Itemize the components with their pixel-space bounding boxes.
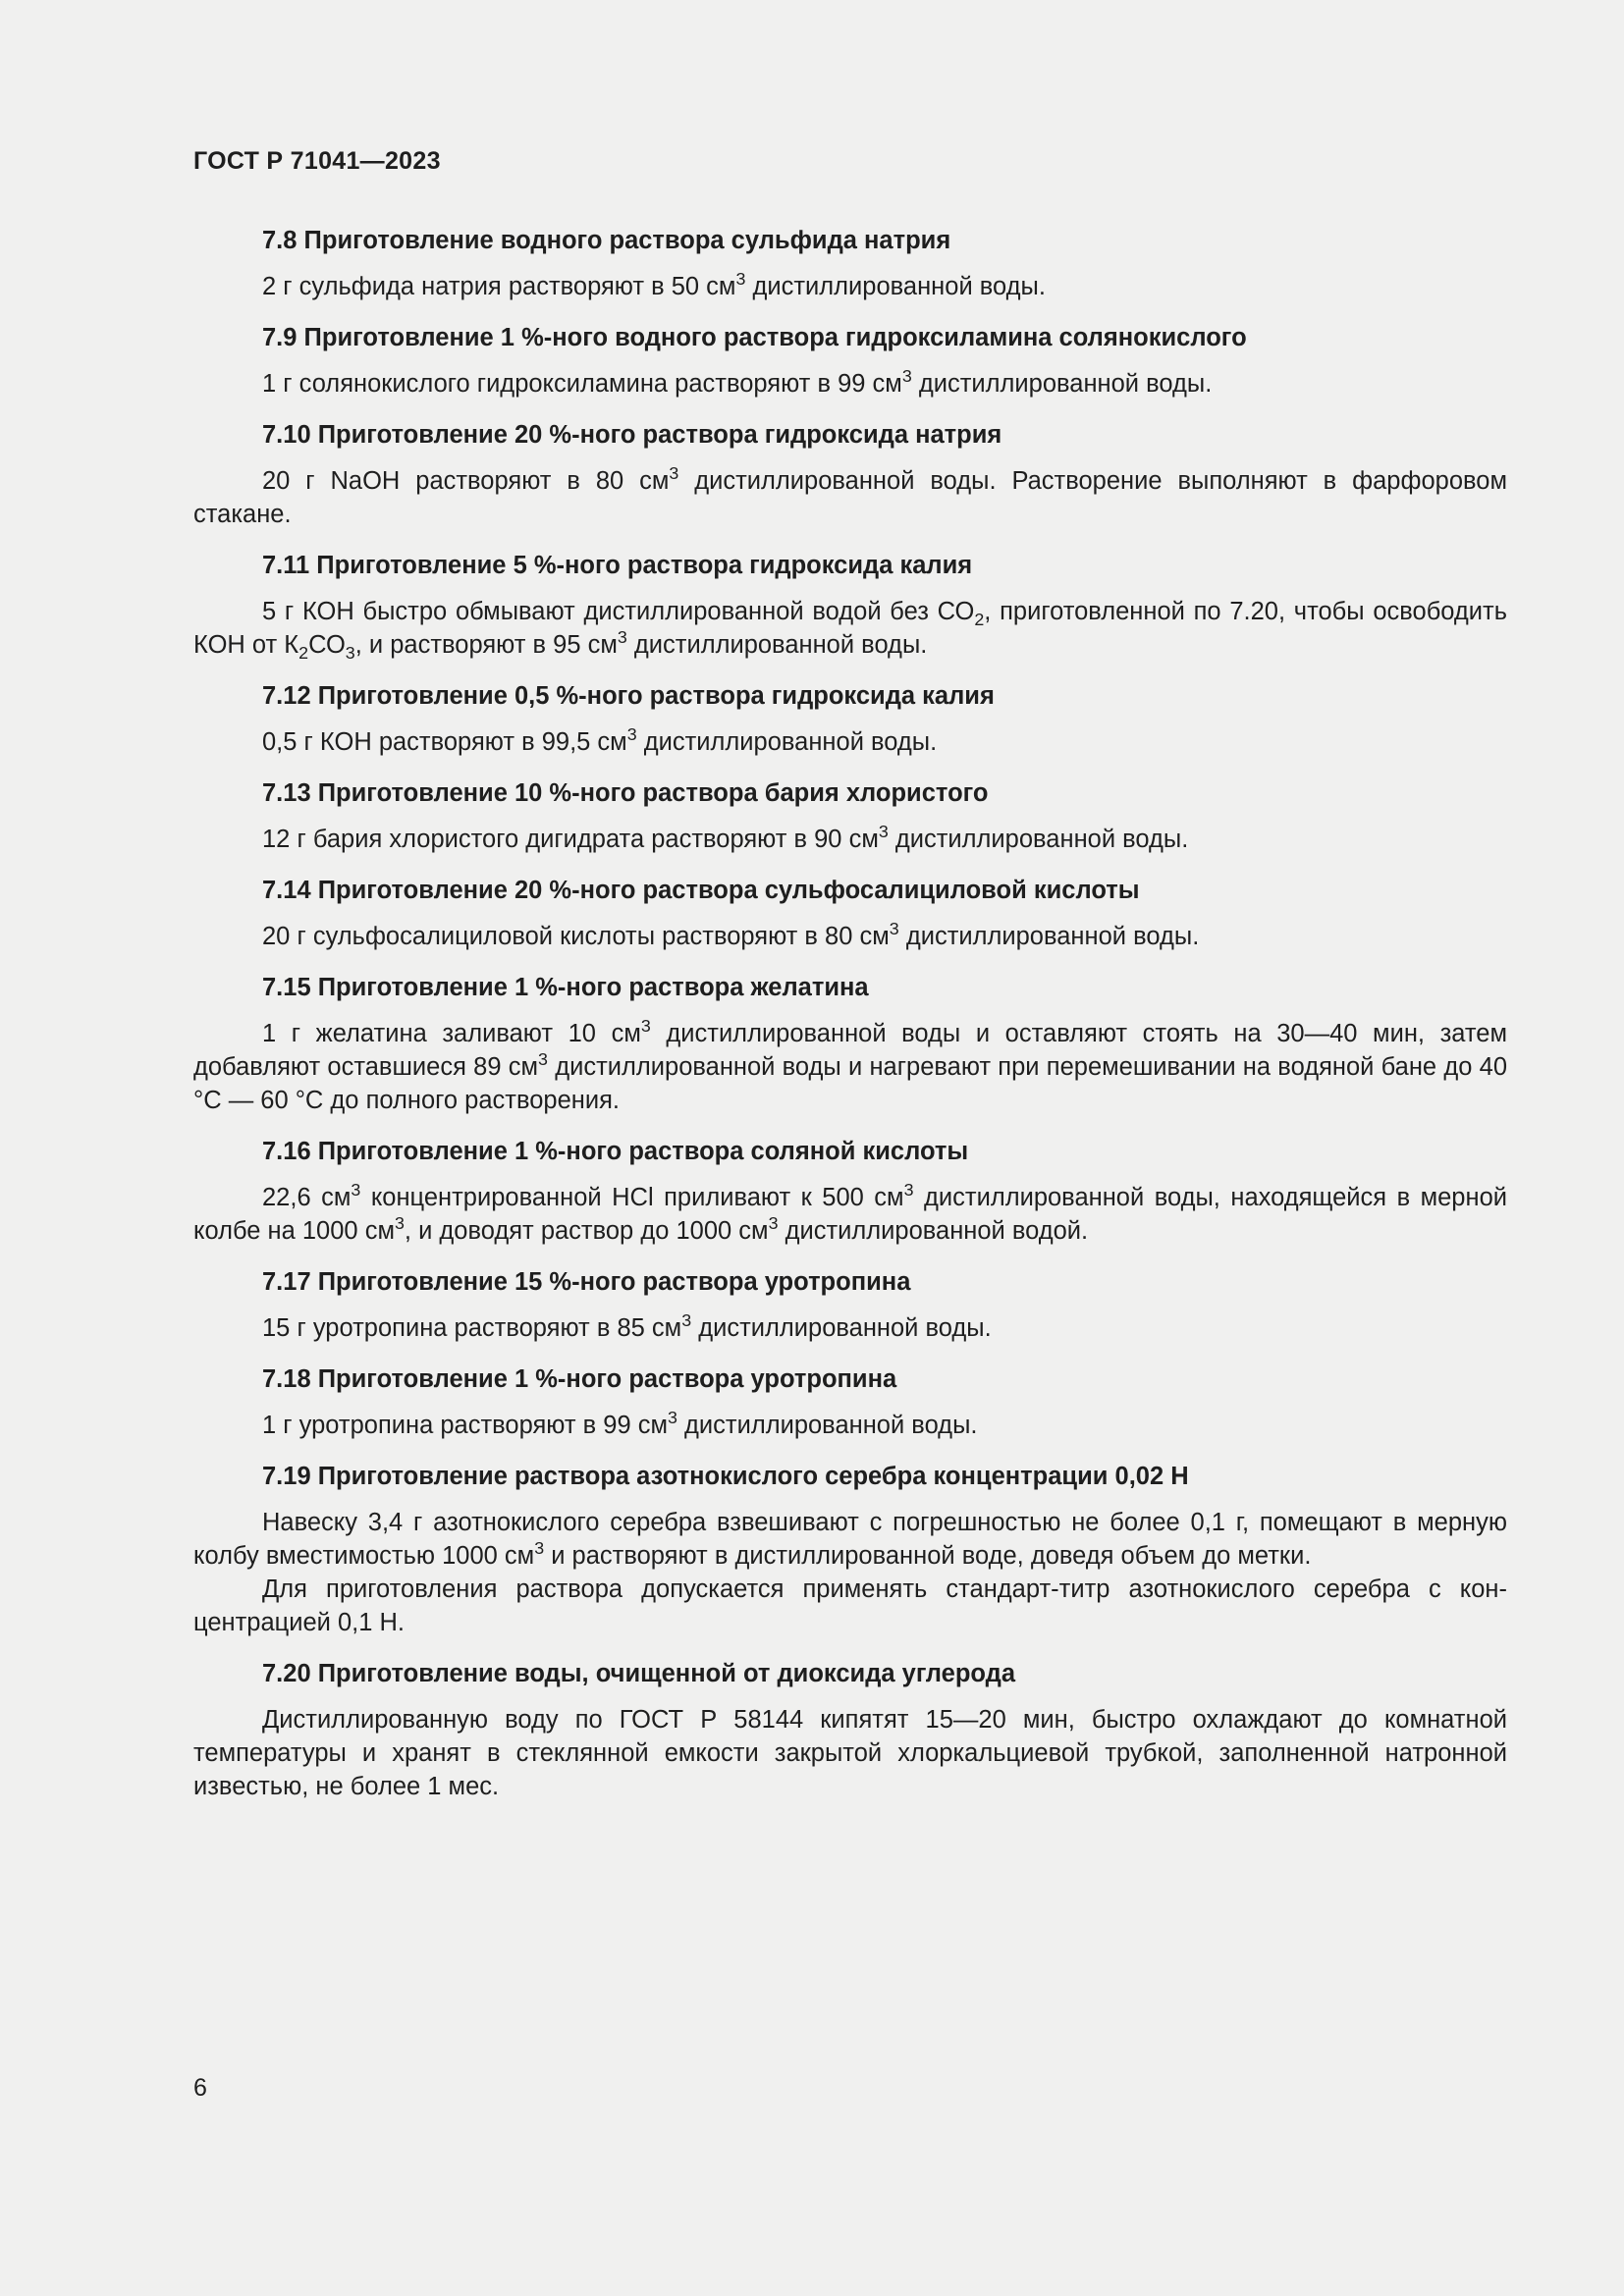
section	[193, 224, 1507, 303]
section	[193, 321, 1507, 400]
text-run: 12 г бария хлористого дигидрата растворяют в 90 см	[262, 826, 879, 853]
superscript: 3	[735, 268, 746, 289]
superscript: 3	[351, 1179, 361, 1200]
section-title: 7.14 Приготовление 20 %-ного раствора сульфосалициловой кислоты	[262, 877, 1140, 904]
text-run: дистиллированной воды и оставляют стоять на 30—40 мин, затем добавляют оставшиеся 89 см	[193, 1020, 1507, 1081]
superscript: 3	[669, 462, 679, 483]
section-paragraph	[193, 367, 1507, 400]
text-run: Дистиллированную воду по ГОСТ Р 58144 кипятят 15—20 мин, быстро охлаждают до комнатной температуры и хранят в стеклянной емкости закрытой хлоркальциевой трубкой, заполненной натронной известью, не более 1 мес.	[193, 1706, 1507, 1800]
section-paragraph	[193, 595, 1507, 662]
superscript: 3	[878, 821, 889, 841]
superscript: 3	[681, 1309, 692, 1330]
text-run: дистиллированной воды.	[677, 1412, 978, 1439]
text-run: , и растворяют в 95 см	[354, 631, 618, 659]
text-run: , приготовленной по 7.20, чтобы освободить КОН от К	[193, 598, 1508, 659]
section-title: 7.19 Приготовление раствора азотнокислого серебра концентрации 0,02 Н	[262, 1463, 1189, 1490]
section-paragraph	[193, 1409, 1507, 1442]
section-paragraph	[193, 270, 1507, 303]
text-run: и растворяют в дистиллированной воде, доведя объем до метки.	[544, 1542, 1312, 1570]
section-paragraph	[193, 464, 1507, 531]
text-run: 20 г NaOH растворяют в 80 см	[262, 467, 670, 495]
section	[193, 1265, 1507, 1345]
text-run: 1 г уротропина растворяют в 99 см	[262, 1412, 668, 1439]
section	[193, 679, 1507, 759]
section-paragraph	[193, 1573, 1507, 1639]
text-run: Навеску 3,4 г азотнокислого серебра взвешивают с погрешностью не более 0,1 г, помещают в мерную колбу вместимостью 1000 см	[193, 1509, 1507, 1570]
subscript: 2	[974, 610, 985, 630]
section	[193, 1460, 1507, 1639]
text-run: 5 г КОН быстро обмывают дистиллированной водой без СО	[262, 598, 975, 625]
section-title: 7.15 Приготовление 1 %-ного раствора желатина	[262, 974, 869, 1001]
text-run: концентрированной HCl приливают к 500 см	[360, 1184, 904, 1211]
document-body	[193, 224, 1507, 1821]
section	[193, 776, 1507, 856]
subscript: 3	[345, 643, 355, 664]
text-run: , и доводят раствор до 1000 см	[404, 1217, 769, 1245]
section	[193, 1135, 1507, 1248]
text-run: дистиллированной воды, находящейся в мерной колбе на 1000 см	[193, 1184, 1508, 1245]
section-paragraph	[193, 920, 1507, 953]
section-paragraph	[193, 823, 1507, 856]
section-paragraph	[193, 1506, 1507, 1573]
text-run: 1 г желатина заливают 10 см	[262, 1020, 641, 1047]
text-run: 15 г уротропина растворяют в 85 см	[262, 1314, 682, 1342]
section	[193, 1362, 1507, 1442]
text-run: 20 г сульфосалициловой кислоты растворяют в 80 см	[262, 923, 890, 950]
superscript: 3	[889, 918, 899, 938]
text-run: 0,5 г КОН растворяют в 99,5 см	[262, 728, 627, 756]
superscript: 3	[768, 1212, 779, 1233]
text-run: дистиллированной воды.	[745, 273, 1046, 300]
section-title: 7.20 Приготовление воды, очищенной от диоксида углерода	[262, 1660, 1016, 1687]
superscript: 3	[901, 365, 912, 386]
text-run: СО	[308, 631, 346, 659]
superscript: 3	[668, 1407, 677, 1427]
section	[193, 418, 1507, 531]
text-run: 1 г солянокислого гидроксиламина растворяют в 99 см	[262, 370, 902, 398]
text-run: 22,6 см	[262, 1184, 352, 1211]
text-run: дистиллированной воды.	[626, 631, 928, 659]
section-paragraph	[193, 1703, 1507, 1803]
section-paragraph	[193, 1181, 1507, 1248]
section	[193, 874, 1507, 953]
superscript: 3	[640, 1015, 651, 1036]
section-title: 7.18 Приготовление 1 %-ного раствора уротропина	[262, 1365, 897, 1393]
section-title: 7.13 Приготовление 10 %-ного раствора бария хлористого	[262, 779, 989, 807]
section-title: 7.9 Приготовление 1 %-ного водного раствора гидроксиламина солянокислого	[262, 324, 1247, 351]
text-run: 2 г сульфида натрия растворяют в 50 см	[262, 273, 736, 300]
text-run: дистиллированной воды.	[911, 370, 1213, 398]
text-run: дистиллированной воды.	[898, 923, 1200, 950]
section-paragraph	[193, 1311, 1507, 1345]
section	[193, 549, 1507, 662]
text-run: дистиллированной воды.	[636, 728, 938, 756]
document-code-header: ГОСТ Р 71041—2023	[193, 147, 441, 175]
section-paragraph	[193, 1017, 1507, 1117]
superscript: 3	[538, 1048, 548, 1069]
text-run: дистиллированной воды и нагревают при перемешивании на водяной бане до 40 °С — 60 °С до полного растворения.	[193, 1053, 1508, 1114]
superscript: 3	[903, 1179, 914, 1200]
text-run: дистиллированной воды. Растворение выполняют в фарфоровом стакане.	[193, 467, 1507, 528]
section-title: 7.11 Приготовление 5 %-ного раствора гидроксида калия	[262, 552, 973, 579]
subscript: 2	[298, 643, 309, 664]
page-number: 6	[193, 2074, 207, 2102]
superscript: 3	[626, 723, 637, 744]
section-title: 7.8 Приготовление водного раствора сульфида натрия	[262, 227, 951, 254]
section	[193, 971, 1507, 1117]
text-run: дистиллированной водой.	[778, 1217, 1089, 1245]
superscript: 3	[394, 1212, 405, 1233]
text-run: дистиллированной воды.	[888, 826, 1189, 853]
section-title: 7.16 Приготовление 1 %-ного раствора соляной кислоты	[262, 1138, 969, 1165]
superscript: 3	[534, 1537, 545, 1558]
section-title: 7.17 Приготовление 15 %-ного раствора уротропина	[262, 1268, 911, 1296]
section-paragraph	[193, 725, 1507, 759]
section	[193, 1657, 1507, 1803]
text-run: дистиллированной воды.	[691, 1314, 992, 1342]
superscript: 3	[617, 626, 627, 647]
text-run: Для приготовления раствора допускается применять стандарт-титр азотнокислого серебра с концентрацией 0,1 Н.	[193, 1575, 1507, 1636]
section-title: 7.12 Приготовление 0,5 %-ного раствора гидроксида калия	[262, 682, 995, 710]
section-title: 7.10 Приготовление 20 %-ного раствора гидроксида натрия	[262, 421, 1002, 449]
